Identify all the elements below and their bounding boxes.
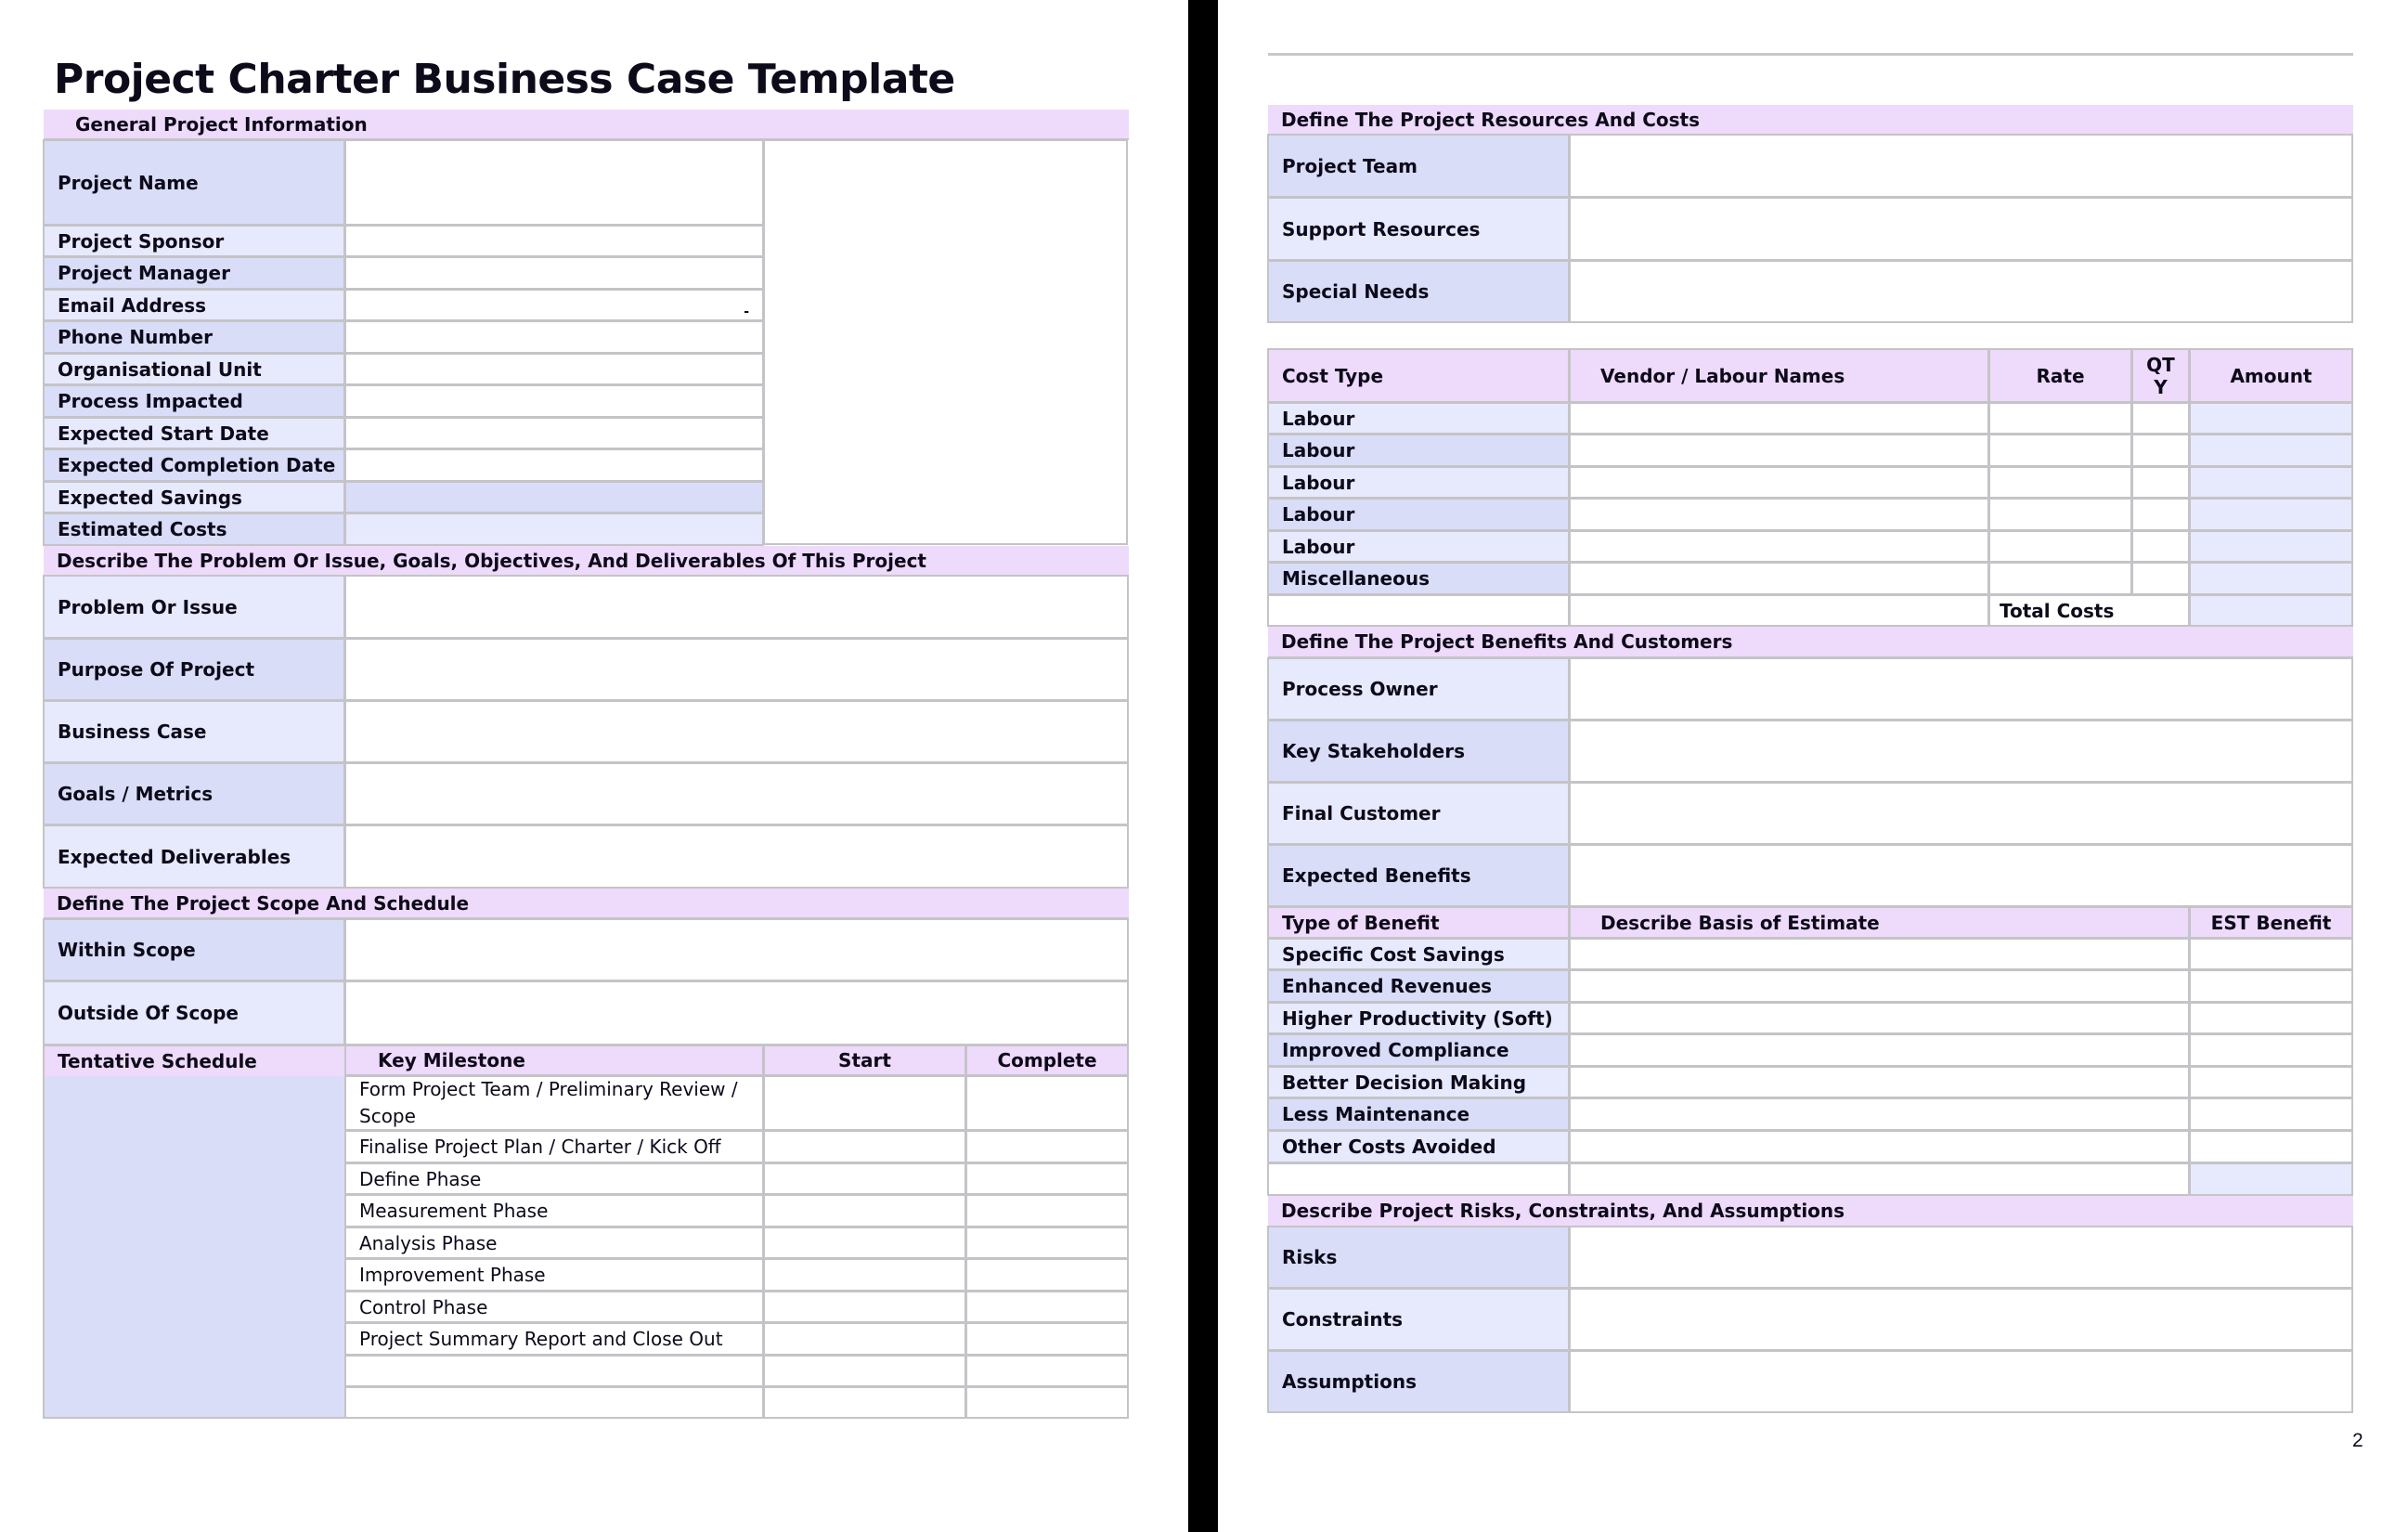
est-benefit-cell[interactable] xyxy=(2189,1130,2353,1163)
milestone-start[interactable] xyxy=(763,1194,966,1227)
outside-of-scope-field[interactable] xyxy=(344,980,1129,1045)
constraints-field[interactable] xyxy=(1569,1288,2353,1351)
project-manager-field[interactable] xyxy=(344,256,764,290)
qty-cell[interactable] xyxy=(2131,466,2190,499)
benefit-type-cell: Enhanced Revenues xyxy=(1267,969,1570,1003)
label-tentative-schedule: Tentative Schedule xyxy=(43,1045,345,1076)
label-within-scope: Within Scope xyxy=(43,918,345,981)
risks-field[interactable] xyxy=(1569,1226,2353,1289)
label-expected-deliverables: Expected Deliverables xyxy=(43,824,345,889)
milestone-start[interactable] xyxy=(763,1386,966,1419)
project-team-field[interactable] xyxy=(1569,134,2353,198)
milestone-name[interactable]: Project Summary Report and Close Out xyxy=(344,1322,764,1356)
cost-type-cell: Miscellaneous xyxy=(1267,562,1570,595)
total-costs-value[interactable] xyxy=(2189,594,2353,627)
section-header-benefits: Define The Project Benefits And Customers xyxy=(1268,627,2353,658)
label-final-customer: Final Customer xyxy=(1267,782,1570,845)
benefit-type-cell: Better Decision Making xyxy=(1267,1066,1570,1098)
label-purpose-of-project: Purpose Of Project xyxy=(43,638,345,701)
basis-cell[interactable] xyxy=(1569,1097,2190,1131)
general-info-side-panel xyxy=(763,139,1128,545)
milestone-complete[interactable] xyxy=(965,1386,1129,1419)
schedule-label-column xyxy=(43,1076,345,1419)
expected-deliverables-field[interactable] xyxy=(344,824,1129,889)
basis-cell[interactable] xyxy=(1569,1066,2190,1098)
milestone-complete[interactable] xyxy=(965,1194,1129,1227)
column-header-qty xyxy=(2131,348,2190,403)
cost-type-cell: Labour xyxy=(1267,434,1570,467)
amount-cell[interactable] xyxy=(2189,498,2353,531)
basis-cell[interactable] xyxy=(1569,969,2190,1003)
milestone-name[interactable]: Form Project Team / Preliminary Review / Scope xyxy=(344,1075,764,1131)
label-project-manager: Project Manager xyxy=(43,256,345,290)
qty-cell[interactable] xyxy=(2131,402,2190,435)
benefit-total-blank xyxy=(1267,1162,1570,1196)
milestone-start[interactable] xyxy=(763,1227,966,1259)
section-header-problem: Describe The Problem Or Issue, Goals, Objectives, And Deliverables Of This Project xyxy=(44,546,1129,577)
column-header-rate: Rate xyxy=(1988,348,2132,403)
label-process-owner: Process Owner xyxy=(1267,657,1570,721)
key-stakeholders-field[interactable] xyxy=(1569,720,2353,783)
label-special-needs: Special Needs xyxy=(1267,260,1570,323)
label-constraints: Constraints xyxy=(1267,1288,1570,1351)
cost-type-cell: Labour xyxy=(1267,530,1570,563)
organisational-unit-field[interactable] xyxy=(344,353,764,385)
vendor-cell[interactable] xyxy=(1569,530,1989,563)
column-header-complete: Complete xyxy=(965,1045,1129,1076)
assumptions-field[interactable] xyxy=(1569,1350,2353,1413)
milestone-complete[interactable] xyxy=(965,1075,1129,1131)
phone-number-field[interactable] xyxy=(344,320,764,354)
label-expected-benefits: Expected Benefits xyxy=(1267,844,1570,907)
label-phone-number: Phone Number xyxy=(43,320,345,354)
label-goals-metrics: Goals / Metrics xyxy=(43,762,345,825)
label-estimated-costs: Estimated Costs xyxy=(43,513,345,546)
rate-cell[interactable] xyxy=(1988,562,2132,595)
amount-cell[interactable] xyxy=(2189,434,2353,467)
column-header-est-benefit: EST Benefit xyxy=(2189,906,2353,939)
total-row-blank xyxy=(1267,594,1570,627)
milestone-name[interactable]: Control Phase xyxy=(344,1291,764,1323)
label-assumptions: Assumptions xyxy=(1267,1350,1570,1413)
benefit-type-cell: Less Maintenance xyxy=(1267,1097,1570,1131)
label-problem-or-issue: Problem Or Issue xyxy=(43,575,345,639)
special-needs-field[interactable] xyxy=(1569,260,2353,323)
project-sponsor-field[interactable] xyxy=(344,225,764,257)
amount-cell[interactable] xyxy=(2189,466,2353,499)
milestone-start[interactable] xyxy=(763,1075,966,1131)
rate-cell[interactable] xyxy=(1988,466,2132,499)
process-impacted-field[interactable] xyxy=(344,384,764,418)
benefit-type-cell: Other Costs Avoided xyxy=(1267,1130,1570,1163)
qty-line-2: Y xyxy=(2154,375,2168,398)
within-scope-field[interactable] xyxy=(344,918,1129,981)
est-benefit-cell[interactable] xyxy=(2189,1033,2353,1067)
expected-benefits-field[interactable] xyxy=(1569,844,2353,907)
benefit-type-cell: Improved Compliance xyxy=(1267,1033,1570,1067)
cost-type-cell: Labour xyxy=(1267,498,1570,531)
qty-cell[interactable] xyxy=(2131,530,2190,563)
est-benefit-cell[interactable] xyxy=(2189,1097,2353,1131)
page-number: 2 xyxy=(2352,1430,2363,1451)
milestone-complete[interactable] xyxy=(965,1355,1129,1387)
expected-savings-field[interactable] xyxy=(344,481,764,513)
expected-start-date-field[interactable] xyxy=(344,417,764,449)
basis-cell[interactable] xyxy=(1569,1033,2190,1067)
benefit-type-cell: Higher Productivity (Soft) xyxy=(1267,1002,1570,1034)
milestone-start[interactable] xyxy=(763,1355,966,1387)
est-benefit-cell[interactable] xyxy=(2189,1002,2353,1034)
amount-cell[interactable] xyxy=(2189,530,2353,563)
section-header-general-info: General Project Information xyxy=(44,110,1129,140)
milestone-complete[interactable] xyxy=(965,1227,1129,1259)
milestone-name[interactable]: Measurement Phase xyxy=(344,1194,764,1227)
column-header-vendor: Vendor / Labour Names xyxy=(1569,348,1989,403)
vendor-cell[interactable] xyxy=(1569,466,1989,499)
est-benefit-total[interactable] xyxy=(2189,1162,2353,1196)
label-expected-start-date: Expected Start Date xyxy=(43,417,345,449)
milestone-start[interactable] xyxy=(763,1162,966,1195)
column-header-cost-type: Cost Type xyxy=(1267,348,1570,403)
basis-cell[interactable] xyxy=(1569,938,2190,970)
milestone-start[interactable] xyxy=(763,1322,966,1356)
support-resources-field[interactable] xyxy=(1569,197,2353,261)
qty-cell[interactable] xyxy=(2131,562,2190,595)
cost-type-cell: Labour xyxy=(1267,466,1570,499)
header-rule xyxy=(1268,53,2353,56)
label-process-impacted: Process Impacted xyxy=(43,384,345,418)
project-name-field[interactable] xyxy=(344,139,764,226)
milestone-name[interactable]: Analysis Phase xyxy=(344,1227,764,1259)
milestone-complete[interactable] xyxy=(965,1258,1129,1292)
milestone-complete[interactable] xyxy=(965,1291,1129,1323)
email-address-field[interactable]: - xyxy=(344,289,764,321)
label-project-team: Project Team xyxy=(1267,134,1570,198)
purpose-of-project-field[interactable] xyxy=(344,638,1129,701)
column-header-type-of-benefit: Type of Benefit xyxy=(1267,906,1570,939)
milestone-complete[interactable] xyxy=(965,1162,1129,1195)
label-project-name: Project Name xyxy=(43,139,345,226)
estimated-costs-field[interactable] xyxy=(344,513,764,546)
rate-cell[interactable] xyxy=(1988,530,2132,563)
milestone-complete[interactable] xyxy=(965,1322,1129,1356)
label-support-resources: Support Resources xyxy=(1267,197,1570,261)
basis-cell[interactable] xyxy=(1569,1130,2190,1163)
est-benefit-cell[interactable] xyxy=(2189,969,2353,1003)
milestone-start[interactable] xyxy=(763,1258,966,1292)
section-header-resources: Define The Project Resources And Costs xyxy=(1268,105,2353,136)
benefit-type-cell: Specific Cost Savings xyxy=(1267,938,1570,970)
est-benefit-cell[interactable] xyxy=(2189,938,2353,970)
label-risks: Risks xyxy=(1267,1226,1570,1289)
milestone-complete[interactable] xyxy=(965,1130,1129,1163)
label-project-sponsor: Project Sponsor xyxy=(43,225,345,257)
rate-cell[interactable] xyxy=(1988,402,2132,435)
milestone-start[interactable] xyxy=(763,1130,966,1163)
label-key-stakeholders: Key Stakeholders xyxy=(1267,720,1570,783)
milestone-name[interactable]: Improvement Phase xyxy=(344,1258,764,1292)
vendor-cell[interactable] xyxy=(1569,402,1989,435)
column-header-key-milestone: Key Milestone xyxy=(344,1045,764,1076)
cost-type-cell: Labour xyxy=(1267,402,1570,435)
milestone-name[interactable] xyxy=(344,1386,764,1419)
page-divider xyxy=(1188,0,1218,1532)
column-header-start: Start xyxy=(763,1045,966,1076)
section-header-scope: Define The Project Scope And Schedule xyxy=(44,889,1129,919)
amount-cell[interactable] xyxy=(2189,562,2353,595)
qty-cell[interactable] xyxy=(2131,498,2190,531)
est-benefit-cell[interactable] xyxy=(2189,1066,2353,1098)
rate-cell[interactable] xyxy=(1988,434,2132,467)
qty-line-1: QT xyxy=(2146,353,2175,376)
vendor-cell[interactable] xyxy=(1569,434,1989,467)
qty-cell[interactable] xyxy=(2131,434,2190,467)
milestone-name[interactable]: Define Phase xyxy=(344,1162,764,1195)
milestone-name[interactable]: Finalise Project Plan / Charter / Kick Off xyxy=(344,1130,764,1163)
label-outside-of-scope: Outside Of Scope xyxy=(43,980,345,1045)
label-expected-savings: Expected Savings xyxy=(43,481,345,513)
rate-cell[interactable] xyxy=(1988,498,2132,531)
label-organisational-unit: Organisational Unit xyxy=(43,353,345,385)
label-email-address: Email Address xyxy=(43,289,345,321)
milestone-name[interactable] xyxy=(344,1355,764,1387)
final-customer-field[interactable] xyxy=(1569,782,2353,845)
vendor-cell[interactable] xyxy=(1569,562,1989,595)
basis-cell[interactable] xyxy=(1569,1002,2190,1034)
goals-metrics-field[interactable] xyxy=(344,762,1129,825)
problem-or-issue-field[interactable] xyxy=(344,575,1129,639)
page-title: Project Charter Business Case Template xyxy=(54,56,955,103)
column-header-basis-of-estimate: Describe Basis of Estimate xyxy=(1569,906,2190,939)
amount-cell[interactable] xyxy=(2189,402,2353,435)
benefit-total-blank xyxy=(1569,1162,2190,1196)
section-header-risks: Describe Project Risks, Constraints, And Assumptions xyxy=(1268,1196,2353,1227)
expected-completion-date-field[interactable] xyxy=(344,448,764,482)
column-header-amount: Amount xyxy=(2189,348,2353,403)
total-row-blank xyxy=(1569,594,1989,627)
process-owner-field[interactable] xyxy=(1569,657,2353,721)
label-expected-completion-date: Expected Completion Date xyxy=(43,448,345,482)
milestone-start[interactable] xyxy=(763,1291,966,1323)
total-costs-label: Total Costs xyxy=(1988,594,2190,627)
business-case-field[interactable] xyxy=(344,700,1129,763)
label-business-case: Business Case xyxy=(43,700,345,763)
vendor-cell[interactable] xyxy=(1569,498,1989,531)
